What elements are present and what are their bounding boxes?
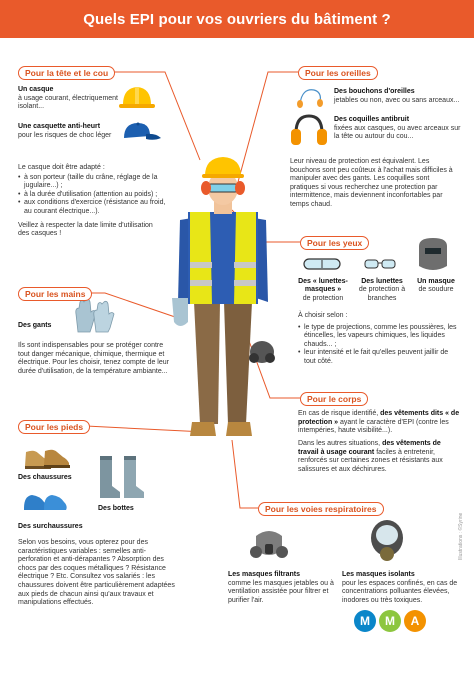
body-p1-c: ayant le caractère d'EPI (contre les intempéries, haute visibilité...). [298, 418, 449, 435]
body-p2-a: Dans les autres situations, [298, 440, 381, 447]
ears-desc: Leur niveau de protection est équivalent. Les bouchons sont peu coûteux à l'achat mais difficiles à manipuler avec des gants. Les coquilles sont pratiques si vous recherchez une protection par intermittence, mais deviennent inconfortables par temps chaud. [290, 158, 453, 208]
logo-letter: M [354, 610, 376, 632]
overshoes-label-text: Des surchaussures [18, 523, 83, 530]
body-p2 [298, 440, 460, 474]
overshoes-icon [22, 490, 70, 514]
eyes-intro: À choisir selon : [298, 312, 348, 319]
overshoes-label [18, 523, 108, 532]
earplugs-desc: jetables ou non, avec ou sans arceaux... [334, 96, 460, 104]
earplugs-icon [294, 84, 326, 110]
helmet-bullets [18, 174, 166, 217]
body-p2-b: des vêtements de travail à usage courant [298, 440, 441, 456]
hands-section-label: Pour les mains [18, 287, 92, 301]
glasses-title: Des lunettes [361, 278, 403, 285]
helmet-advice [18, 164, 166, 239]
worker-illustration [162, 152, 284, 452]
logo-letter: A [404, 610, 426, 632]
helmet-item [18, 86, 118, 112]
helmet-note: Veillez à respecter la date limite d'utilisation des casques ! [18, 221, 153, 238]
gloves-desc: Ils sont indispensables pour se protéger contre tout danger mécanique, chimique, thermique et électrique. Pour les choisir, tenez compte de leur durée d'utilisation, de la température ambiante... [18, 342, 169, 375]
illustration-credit: Illustrations : ©Syrine [458, 512, 464, 560]
boots-label-text: Des bottes [98, 505, 134, 512]
earmuffs-icon [290, 113, 328, 149]
bump-cap-desc: pour les risques de choc léger [18, 131, 112, 139]
helmet-intro: Le casque doit être adapté : [18, 164, 105, 171]
isolating-mask-icon [364, 518, 410, 564]
welding-mask-title: Un masque [417, 278, 455, 285]
isolating-mask-item [342, 571, 462, 605]
filter-mask-title: Les masques filtrants [228, 571, 300, 578]
earmuffs-desc: fixées aux casques, ou avec arceaux sur la tête ou autour du cou... [334, 124, 461, 141]
welding-mask-icon [416, 236, 450, 274]
gloves-title [18, 322, 98, 331]
safety-shoes-icon [22, 444, 72, 472]
goggles-icon [302, 256, 342, 272]
welding-mask-desc: de soudure [418, 286, 454, 294]
helmet-bullet: • à la durée d'utilisation (attention au poids) ; [18, 191, 166, 200]
filter-mask-desc: comme les masques jetables ou à ventilation assistée pour filtrer et purifier l'air. [228, 579, 334, 604]
filter-mask-icon [248, 524, 290, 564]
helmet-title: Un casque [18, 86, 54, 93]
goggles-desc: de protection [302, 294, 344, 302]
helmet-bullet: • à son porteur (taille du crâne, réglage de la jugulaire...) ; [18, 174, 166, 191]
body-p1 [298, 410, 460, 436]
helmet-bullet: • aux conditions d'exercice (résistance au froid, au courant électrique...). [18, 199, 166, 216]
mma-logo [354, 610, 426, 632]
bump-cap-title: Une casquette anti-heurt [18, 123, 101, 130]
logo-letter: M [379, 610, 401, 632]
eyes-bullet: • leur intensité et le fait qu'elles peuvent jaillir de tout côté. [298, 349, 460, 366]
boots-icon [96, 454, 148, 500]
earmuffs-item [334, 116, 466, 142]
eyes-section-label: Pour les yeux [300, 236, 369, 250]
shoes-label-text: Des chaussures [18, 474, 72, 481]
glasses-label [356, 278, 408, 303]
helmet-desc: à usage courant, électriquement isolant... [18, 94, 119, 111]
earplugs-item [334, 88, 466, 105]
body-section-label: Pour le corps [300, 392, 368, 406]
isolating-mask-desc: pour les espaces confinés, en cas de concentrations polluantes élevées, inodores ou très toxiques. [342, 579, 458, 604]
isolating-mask-title: Les masques isolants [342, 571, 415, 578]
goggles-title: Des « lunettes-masques » [298, 278, 348, 294]
eyes-bullet: • le type de projections, comme les poussières, les étincelles, les vapeurs chimiques, les liquides chauds... ; [298, 324, 460, 350]
welding-mask-label [412, 278, 460, 295]
shoes-label [18, 474, 98, 483]
bump-cap-item [18, 123, 118, 140]
safety-glasses-icon [362, 256, 398, 272]
filter-mask-item [228, 571, 336, 605]
bump-cap-icon [120, 120, 162, 146]
feet-desc: Selon vos besoins, vous opterez pour des caractéristiques variables : semelles anti-perforation et anti-dérapantes ? Absorption des chocs par des coques métalliques ? Résistance électrique ? Etc. Consultez vos salariés : les chaussures doivent être particulièrement adaptées aux pieds de chacun ainsi qu'aux travaux et manipulations effectués. [18, 539, 175, 607]
glasses-desc: de protection à branches [358, 286, 406, 302]
earmuffs-title: Des coquilles antibruit [334, 116, 410, 123]
body-p1-b: des vêtements dits « de protection » [298, 410, 460, 426]
body-p2-c: faciles à entretenir, renforcés sur certaines zones et résistants aux salissures et aux déchirures. [298, 448, 443, 473]
resp-section-label: Pour les voies respiratoires [258, 502, 384, 516]
feet-section-label: Pour les pieds [18, 420, 90, 434]
head-section-label: Pour la tête et le cou [18, 66, 115, 80]
hard-hat-icon [118, 84, 156, 112]
ears-section-label: Pour les oreilles [298, 66, 378, 80]
eyes-bullets [298, 324, 460, 367]
eyes-advice [298, 312, 460, 367]
earplugs-title: Des bouchons d'oreilles [334, 88, 415, 95]
page-title: Quels EPI pour vos ouvriers du bâtiment ? [83, 10, 391, 28]
gloves-title-text: Des gants [18, 322, 52, 329]
goggles-label [296, 278, 350, 303]
boots-label [98, 505, 158, 514]
body-p1-a: En cas de risque identifié, [298, 410, 379, 417]
